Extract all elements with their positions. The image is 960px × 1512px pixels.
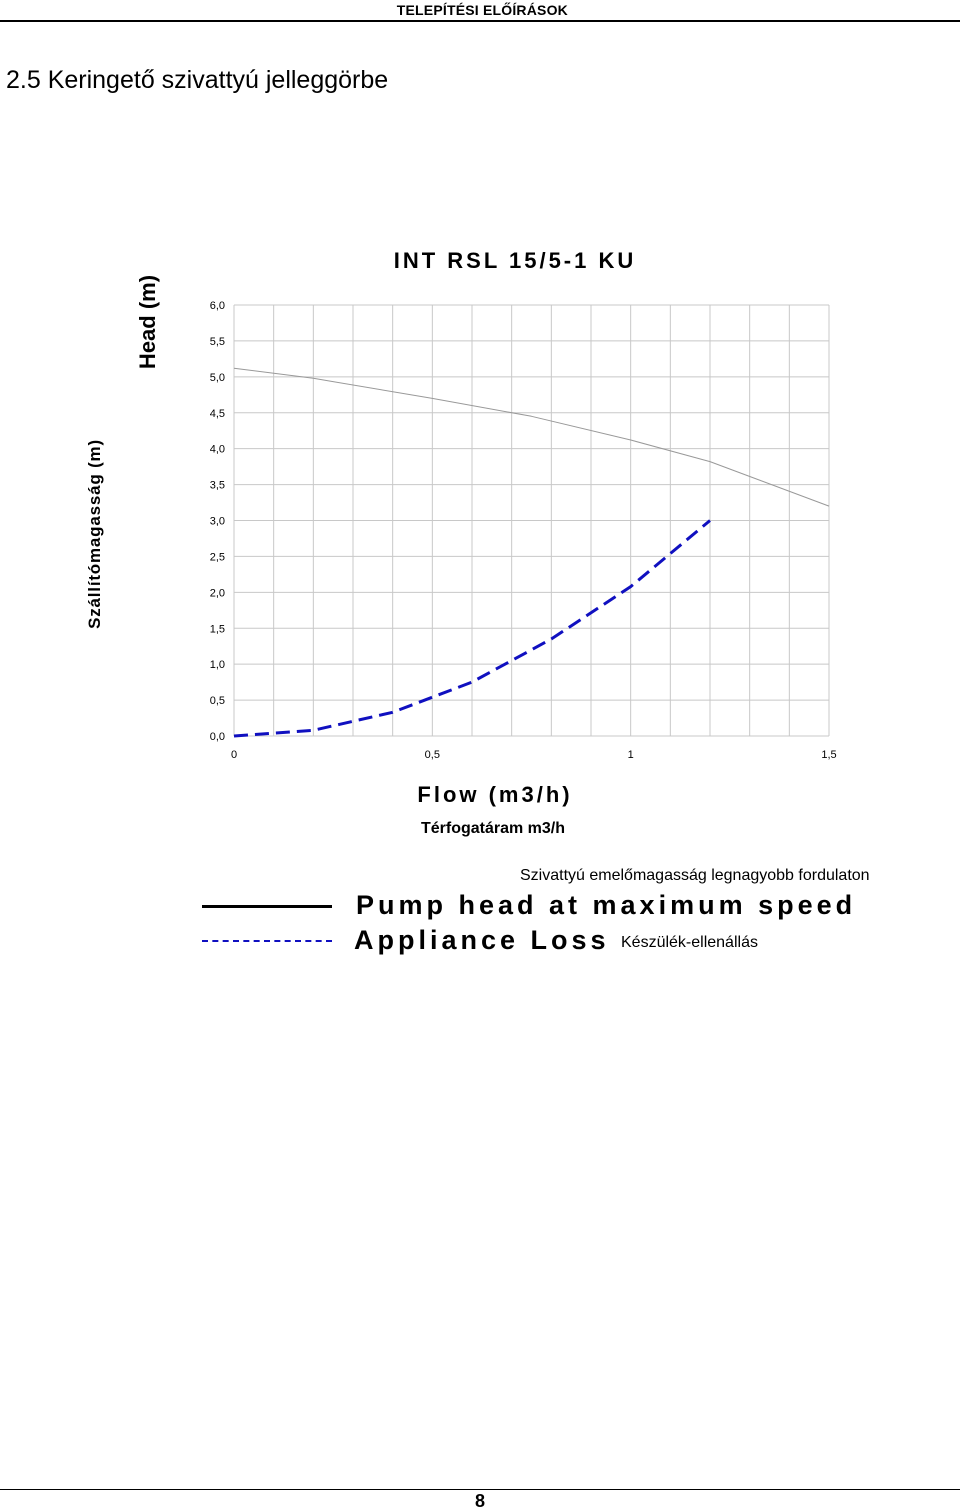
footer-rule bbox=[0, 1489, 960, 1490]
page-number: 8 bbox=[474, 1491, 485, 1511]
chart-title: INT RSL 15/5-1 KU bbox=[393, 248, 637, 273]
running-header: TELEPÍTÉSI ELŐÍRÁSOK bbox=[396, 2, 568, 18]
legend-appliance-loss-label: Appliance Loss bbox=[354, 925, 610, 955]
y-tick-label: 3,5 bbox=[209, 479, 225, 492]
y-tick-label: 1,0 bbox=[209, 659, 225, 672]
x-tick-label: 0,5 bbox=[424, 749, 440, 761]
x-tick-label: 1,5 bbox=[821, 749, 837, 761]
y-axis-label-secondary: Szállítómagasság (m) bbox=[85, 439, 104, 629]
y-tick-label: 2,5 bbox=[209, 551, 225, 564]
y-tick-label: 2,0 bbox=[209, 587, 225, 600]
legend-appliance-loss-secondary: Készülék-ellenállás bbox=[621, 934, 758, 951]
y-axis-label: Head (m) bbox=[135, 274, 160, 370]
y-tick-label: 4,5 bbox=[209, 407, 225, 420]
series-line-pump-head bbox=[234, 368, 829, 506]
y-tick-label: 1,5 bbox=[209, 623, 225, 636]
section-title: 2.5 Keringető szivattyú jelleggörbe bbox=[6, 66, 389, 94]
x-tick-label: 1 bbox=[627, 749, 634, 761]
y-tick-label: 4,0 bbox=[209, 443, 225, 456]
x-axis-label-secondary: Térfogatáram m3/h bbox=[420, 820, 566, 837]
y-tick-label: 0,5 bbox=[209, 695, 225, 708]
legend-pump-head-label: Pump head at maximum speed bbox=[356, 890, 857, 920]
legend-pump-head-secondary: Szivattyú emelőmagasság legnagyobb fordulaton bbox=[520, 867, 870, 884]
y-tick-label: 6,0 bbox=[209, 300, 225, 312]
x-axis-label: Flow (m3/h) bbox=[417, 782, 573, 807]
y-tick-label: 5,5 bbox=[209, 335, 225, 348]
y-tick-label: 3,0 bbox=[209, 515, 225, 528]
y-tick-label: 0,0 bbox=[209, 731, 225, 743]
legend-dashed-line-swatch bbox=[202, 940, 332, 942]
legend-solid-line-swatch bbox=[202, 905, 332, 908]
x-tick-label: 0 bbox=[230, 749, 238, 761]
y-tick-label: 5,0 bbox=[209, 371, 225, 384]
